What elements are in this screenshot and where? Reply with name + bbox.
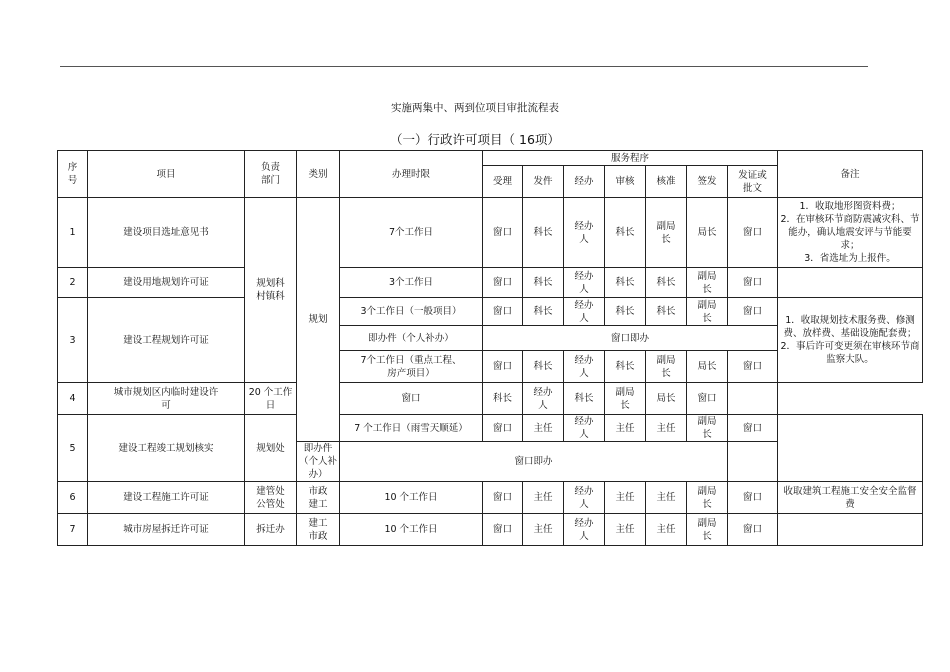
row-no: 7 bbox=[58, 514, 88, 546]
table-row bbox=[58, 514, 923, 546]
document-title: 实施两集中、两到位项目审批流程表 bbox=[391, 102, 559, 114]
row-no: 4 bbox=[58, 383, 88, 415]
row-time: 即办件（个人补办） bbox=[297, 442, 340, 482]
cell-approve: 副局 长 bbox=[646, 198, 687, 268]
row-item: 建设工程施工许可证 bbox=[88, 482, 245, 514]
top-rule bbox=[60, 66, 868, 67]
row-item: 建设项目选址意见书 bbox=[88, 198, 245, 268]
table-row bbox=[58, 383, 923, 415]
cell-sign: 副局 长 bbox=[687, 268, 728, 298]
header-service: 服务程序 bbox=[483, 151, 778, 166]
row-time: 3个工作日 bbox=[340, 268, 483, 298]
remark-line: 2．事后许可变更须在审核环节商监察大队。 bbox=[780, 341, 920, 365]
cell-approve: 主任 bbox=[646, 415, 687, 442]
cell-receive: 窗口 bbox=[483, 415, 523, 442]
cell-send: 科长 bbox=[483, 383, 523, 415]
header-dept: 负责 部门 bbox=[245, 151, 297, 198]
row-type: 市政 建工 bbox=[297, 482, 340, 514]
cell-sign: 局长 bbox=[687, 351, 728, 383]
table-row bbox=[58, 198, 923, 268]
remark-cell bbox=[778, 268, 923, 298]
header-handler: 经办 bbox=[564, 166, 605, 198]
cell-window-instant: 窗口即办 bbox=[483, 326, 778, 351]
remark-line: 2．在审核环节商防震减灾科、节能办，确认地震安评与节能要求； bbox=[780, 214, 920, 251]
cell-receive: 窗口 bbox=[483, 482, 523, 514]
row-item: 城市房屋拆迁许可证 bbox=[88, 514, 245, 546]
cell-handler: 经办 人 bbox=[564, 415, 605, 442]
cell-send: 科长 bbox=[523, 198, 564, 268]
cell-window-instant: 窗口即办 bbox=[340, 442, 728, 482]
row-time: 即办件（个人补办） bbox=[340, 326, 483, 351]
cell-issue: 窗口 bbox=[728, 268, 778, 298]
cell-handler: 经办 人 bbox=[523, 383, 564, 415]
table-row bbox=[58, 482, 923, 514]
remark-line: 3．省选址为上报件。 bbox=[804, 253, 896, 264]
table-row bbox=[58, 415, 923, 442]
row-type: 建工 市政 bbox=[297, 514, 340, 546]
cell-issue: 窗口 bbox=[687, 383, 728, 415]
row-time: 10 个工作日 bbox=[340, 514, 483, 546]
cell-approve: 科长 bbox=[646, 268, 687, 298]
cell-sign: 副局 长 bbox=[687, 415, 728, 442]
row-no: 2 bbox=[58, 268, 88, 298]
remark-cell: 收取建筑工程施工安全安全监督费 bbox=[778, 482, 923, 514]
row-item: 城市规划区内临时建设许 可 bbox=[88, 383, 245, 415]
cell-send: 科长 bbox=[523, 268, 564, 298]
remark-line: 1．收取地形图资料费； bbox=[799, 201, 901, 212]
cell-send: 科长 bbox=[523, 351, 564, 383]
row-time: 10 个工作日 bbox=[340, 482, 483, 514]
header-approve: 核准 bbox=[646, 166, 687, 198]
cell-sign: 副局 长 bbox=[687, 298, 728, 326]
header-item: 项目 bbox=[88, 151, 245, 198]
header-seq: 序 号 bbox=[58, 151, 88, 198]
table-row bbox=[58, 268, 923, 298]
cell-review: 主任 bbox=[605, 514, 646, 546]
row-type: 规划 bbox=[297, 198, 340, 442]
header-row-1 bbox=[58, 151, 923, 166]
remark-cell bbox=[778, 298, 923, 383]
row-time: 7个工作日（重点工程、 房产项目） bbox=[340, 351, 483, 383]
cell-handler: 经办 人 bbox=[564, 198, 605, 268]
row-dept: 拆迁办 bbox=[245, 514, 297, 546]
cell-approve: 科长 bbox=[646, 298, 687, 326]
header-remark: 备注 bbox=[778, 151, 923, 198]
cell-review: 科长 bbox=[564, 383, 605, 415]
row-time: 3个工作日（一般项目） bbox=[340, 298, 483, 326]
remark-cell bbox=[778, 198, 923, 268]
cell-send: 主任 bbox=[523, 514, 564, 546]
cell-handler: 经办 人 bbox=[564, 351, 605, 383]
header-receive: 受理 bbox=[483, 166, 523, 198]
cell-review: 科长 bbox=[605, 298, 646, 326]
row-time: 7个工作日 bbox=[340, 198, 483, 268]
cell-approve: 副局 长 bbox=[646, 351, 687, 383]
cell-issue: 窗口 bbox=[728, 514, 778, 546]
header-issue: 发证或 批文 bbox=[728, 166, 778, 198]
cell-receive: 窗口 bbox=[483, 268, 523, 298]
cell-review: 科长 bbox=[605, 351, 646, 383]
header-type: 类别 bbox=[297, 151, 340, 198]
cell-issue: 窗口 bbox=[728, 415, 778, 442]
cell-approve: 主任 bbox=[646, 514, 687, 546]
row-time: 20 个工作日 bbox=[245, 383, 297, 415]
cell-issue: 窗口 bbox=[728, 482, 778, 514]
remark-cell bbox=[778, 514, 923, 546]
cell-issue: 窗口 bbox=[728, 351, 778, 383]
cell-review: 科长 bbox=[605, 198, 646, 268]
approval-process-table bbox=[57, 150, 923, 546]
cell-review: 主任 bbox=[605, 482, 646, 514]
cell-receive: 窗口 bbox=[483, 198, 523, 268]
cell-review: 科长 bbox=[605, 268, 646, 298]
cell-sign: 局长 bbox=[646, 383, 687, 415]
cell-issue: 窗口 bbox=[728, 198, 778, 268]
cell-issue: 窗口 bbox=[728, 298, 778, 326]
section-subtitle: （一）行政许可项目（ 16项） bbox=[390, 132, 560, 147]
row-dept: 规划处 bbox=[245, 415, 297, 482]
header-send: 发件 bbox=[523, 166, 564, 198]
row-dept: 规划科 村镇科 bbox=[245, 198, 297, 383]
row-dept: 建管处 公管处 bbox=[245, 482, 297, 514]
row-no: 1 bbox=[58, 198, 88, 268]
cell-send: 主任 bbox=[523, 415, 564, 442]
cell-send: 科长 bbox=[523, 298, 564, 326]
cell-receive: 窗口 bbox=[340, 383, 483, 415]
cell-receive: 窗口 bbox=[483, 351, 523, 383]
row-item: 建设工程竣工规划核实 bbox=[88, 415, 245, 482]
header-review: 审核 bbox=[605, 166, 646, 198]
row-item: 建设用地规划许可证 bbox=[88, 268, 245, 298]
header-time: 办理时限 bbox=[340, 151, 483, 198]
cell-approve: 副局 长 bbox=[605, 383, 646, 415]
cell-sign: 副局 长 bbox=[687, 514, 728, 546]
cell-receive: 窗口 bbox=[483, 514, 523, 546]
row-no: 5 bbox=[58, 415, 88, 482]
cell-sign: 局长 bbox=[687, 198, 728, 268]
cell-sign: 副局 长 bbox=[687, 482, 728, 514]
cell-handler: 经办 人 bbox=[564, 514, 605, 546]
remark-cell bbox=[778, 415, 923, 482]
cell-review: 主任 bbox=[605, 415, 646, 442]
remark-cell bbox=[728, 383, 778, 415]
row-no: 3 bbox=[58, 298, 88, 383]
row-time: 7 个工作日（雨雪天顺延） bbox=[340, 415, 483, 442]
cell-approve: 主任 bbox=[646, 482, 687, 514]
cell-handler: 经办 人 bbox=[564, 298, 605, 326]
cell-send: 主任 bbox=[523, 482, 564, 514]
header-sign: 签发 bbox=[687, 166, 728, 198]
cell-receive: 窗口 bbox=[483, 298, 523, 326]
row-item: 建设工程规划许可证 bbox=[88, 298, 245, 383]
remark-line: 1．收取规划技术服务费、修测费、放样费、基础设施配套费； bbox=[783, 315, 917, 339]
table-row bbox=[58, 298, 923, 326]
cell-handler: 经办 人 bbox=[564, 268, 605, 298]
row-no: 6 bbox=[58, 482, 88, 514]
cell-handler: 经办 人 bbox=[564, 482, 605, 514]
